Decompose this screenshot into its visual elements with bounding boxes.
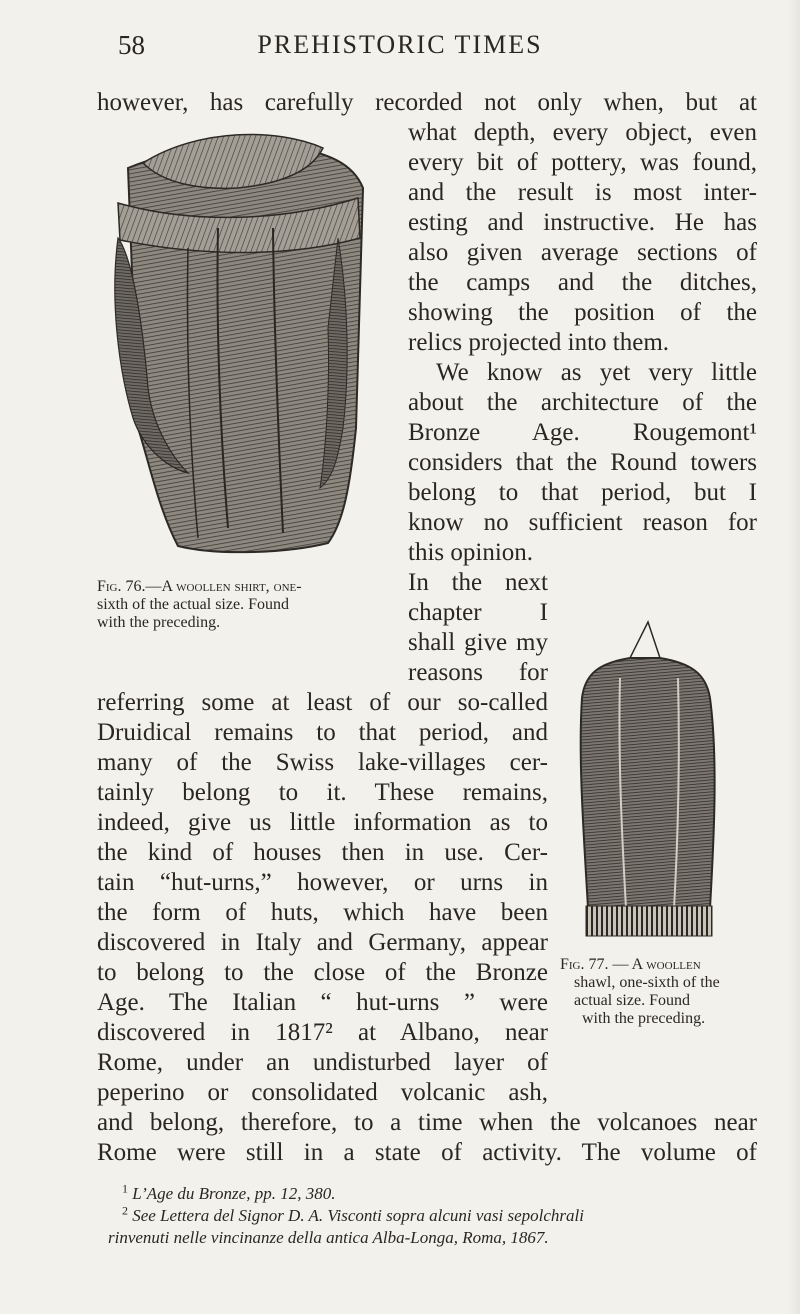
text-line: the form of huts, which have been <box>97 899 548 926</box>
text-line: every bit of pottery, was found, <box>408 149 757 176</box>
text-line: and the result is most inter- <box>408 179 757 206</box>
text-line: also given average sections of <box>408 239 757 266</box>
text-line: relics projected into them. <box>408 329 670 356</box>
page-number: 58 <box>118 30 145 60</box>
text-line: Bronze Age. Rougemont¹ <box>408 419 757 446</box>
text-line: what depth, every object, even <box>408 119 757 146</box>
figure-caption: Fig. 77. — A woollen <box>560 956 701 973</box>
text-line: esting and instructive. He has <box>408 209 757 236</box>
footnote-text: rinvenuti nelle vincinanze della antica Alba-Longa, Roma, 1867. <box>108 1228 549 1247</box>
woollen-shirt-illustration <box>88 128 398 558</box>
running-head: PREHISTORIC TIMES <box>257 30 543 59</box>
figure-caption: Fig. 76.—A woollen shirt, one- <box>97 578 302 595</box>
text-line: We know as yet very little <box>436 359 757 386</box>
text-line: know no sufficient reason for <box>408 509 757 536</box>
woollen-shawl-illustration <box>560 618 730 948</box>
text-line: this opinion. <box>408 539 534 566</box>
text-line: and belong, therefore, to a time when the volcanoes near <box>97 1109 757 1136</box>
figure-caption: sixth of the actual size. Found <box>97 596 289 613</box>
text-line: shall give my <box>408 629 548 656</box>
text-line: to belong to the close of the Bronze <box>97 959 548 986</box>
footnote-text: L’Age du Bronze, pp. 12, 380. <box>132 1184 336 1203</box>
text-line: many of the Swiss lake-villages cer- <box>97 749 548 776</box>
text-line: about the architecture of the <box>408 389 757 416</box>
text-line: Age. The Italian “ hut-urns ” were <box>97 989 548 1016</box>
text-line: referring some at least of our so-called <box>97 689 548 716</box>
footnote-marker: 1 <box>122 1181 128 1196</box>
text-line: considers that the Round towers <box>408 449 757 476</box>
footnote-text: See Lettera del Signor D. A. Visconti sopra alcuni vasi sepolchrali <box>132 1206 584 1225</box>
text-line: tain “hut-urns,” however, or urns in <box>97 869 548 896</box>
figure-caption: actual size. Found <box>574 992 690 1009</box>
text-line: indeed, give us little information as to <box>97 809 548 836</box>
text-line: tainly belong to it. These remains, <box>97 779 548 806</box>
text-line: the camps and the ditches, <box>408 269 757 296</box>
text-line: Druidical remains to that period, and <box>97 719 548 746</box>
page-edge-shadow <box>788 0 800 1314</box>
figure-caption: shawl, one-sixth of the <box>574 974 720 991</box>
footnote <box>122 1203 584 1226</box>
text-line: In the next <box>408 569 548 596</box>
text-line: Rome, under an undisturbed layer of <box>97 1049 548 1076</box>
figure-caption: with the preceding. <box>582 1010 706 1027</box>
text-line: showing the position of the <box>408 299 757 326</box>
figure-caption: with the preceding. <box>97 614 221 631</box>
footnote-marker: 2 <box>122 1203 128 1218</box>
footnote <box>122 1181 336 1204</box>
text-line: reasons for <box>408 659 548 686</box>
text-line: however, has carefully recorded not only when, but at <box>97 89 757 116</box>
text-line: belong to that period, but I <box>408 479 757 506</box>
text-line: discovered in 1817² at Albano, near <box>97 1019 548 1046</box>
text-line: the kind of houses then in use. Cer- <box>97 839 548 866</box>
text-line: chapter I <box>408 599 548 626</box>
text-line: discovered in Italy and Germany, appear <box>97 929 548 956</box>
text-line: peperino or consolidated volcanic ash, <box>97 1079 548 1106</box>
text-line: Rome were still in a state of activity. The volume of <box>97 1139 757 1166</box>
footnote <box>108 1228 549 1248</box>
